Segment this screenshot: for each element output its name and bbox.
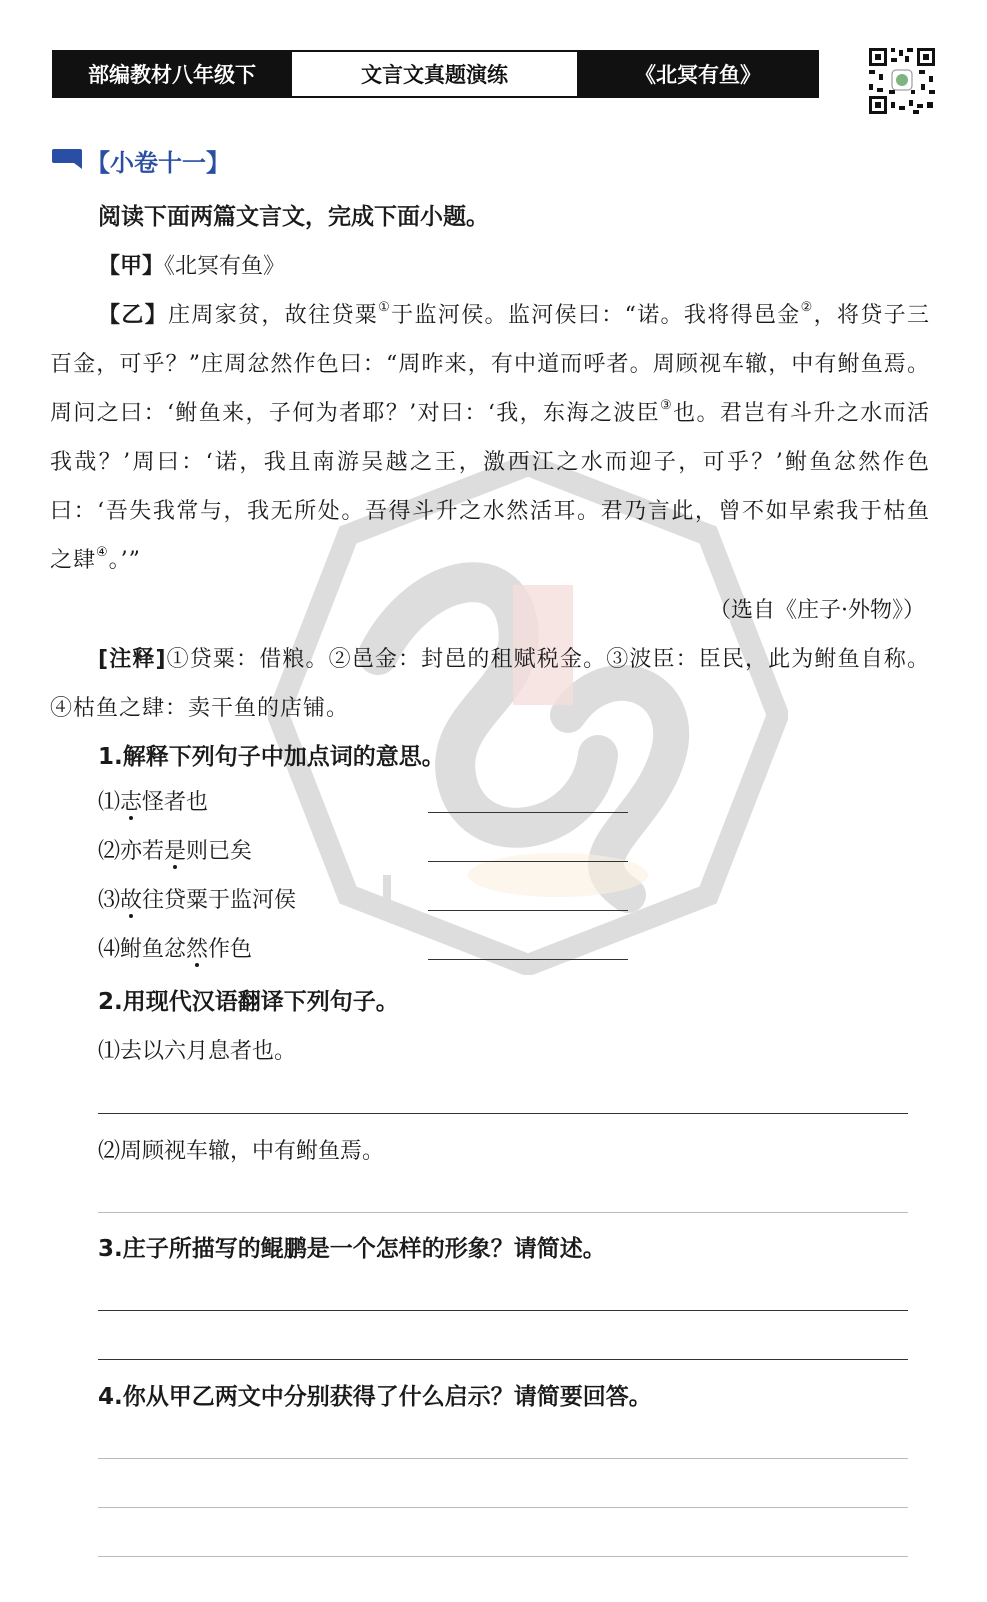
annotations bbox=[50, 635, 930, 733]
passage-b bbox=[50, 291, 930, 585]
answer-line[interactable] bbox=[98, 1556, 908, 1557]
answer-line[interactable] bbox=[98, 1458, 908, 1459]
question-1-item: ⑵亦若是则已矣 bbox=[98, 839, 253, 864]
passage-b-source: （选自《庄子·外物》） bbox=[709, 598, 925, 623]
annotations-label: [注释] bbox=[98, 647, 167, 672]
footnote-mark: ④ bbox=[96, 544, 109, 560]
header-lesson-title: 《北冥有鱼》 bbox=[579, 52, 817, 96]
question-1-item: ⑶故往贷粟于监河侯 bbox=[98, 888, 297, 913]
answer-blank[interactable] bbox=[428, 861, 628, 862]
dotted-word: 然 bbox=[186, 937, 209, 962]
passage-b-text: 庄周家贫，故往贷粟 bbox=[168, 303, 379, 328]
question-1-title: 1.解释下列句子中加点词的意思。 bbox=[98, 744, 445, 770]
instruction: 阅读下面两篇文言文，完成下面小题。 bbox=[98, 204, 489, 230]
passage-b-text: 于监河侯。监河侯曰：“诺。我将得邑金 bbox=[391, 303, 801, 328]
header-subject: 文言文真题演练 bbox=[290, 52, 579, 96]
header-grade: 部编教材八年级下 bbox=[54, 52, 290, 96]
passage-b-text: ，将贷子三百金，可乎？”庄周忿然作色曰：“周昨来，有中道而呼者。周顾视车辙，中有鲋鱼焉。周问之曰：‘鲋鱼来，子何为者耶？’对曰：‘我，东海之波臣 bbox=[50, 303, 930, 426]
passage-a-tag: 【甲】 bbox=[98, 254, 165, 279]
footnote-mark: ① bbox=[378, 299, 392, 315]
question-4-title: 4.你从甲乙两文中分别获得了什么启示？请简要回答。 bbox=[98, 1384, 652, 1410]
dotted-word: 志 bbox=[120, 790, 143, 815]
section-title bbox=[52, 143, 230, 178]
bookmark-icon bbox=[52, 149, 82, 173]
dotted-word: 是 bbox=[164, 839, 187, 864]
answer-blank[interactable] bbox=[428, 910, 628, 911]
question-2-title: 2.用现代汉语翻译下列句子。 bbox=[98, 989, 399, 1015]
answer-blank[interactable] bbox=[428, 959, 628, 960]
question-1-item: ⑴志怪者也 bbox=[98, 790, 209, 815]
answer-line[interactable] bbox=[98, 1359, 908, 1360]
question-1-item: ⑷鲋鱼忿然作色 bbox=[98, 937, 253, 962]
footnote-mark: ② bbox=[800, 299, 814, 315]
passage-b-text: 。’” bbox=[108, 548, 141, 573]
passage-a bbox=[98, 242, 285, 291]
dotted-word: 故 bbox=[120, 888, 143, 913]
question-2-item: ⑵周顾视车辙，中有鲋鱼焉。 bbox=[98, 1139, 385, 1164]
answer-line[interactable] bbox=[98, 1212, 908, 1213]
answer-blank[interactable] bbox=[428, 812, 628, 813]
question-3-title: 3.庄子所描写的鲲鹏是一个怎样的形象？请简述。 bbox=[98, 1236, 606, 1262]
section-label: 【小卷十一】 bbox=[86, 149, 230, 177]
passage-b-text: 也。君岂有斗升之水而活我哉？’周曰：‘诺，我且南游吴越之王，激西江之水而迎子，可乎？’鲋鱼忿然作色曰：‘吾失我常与，我无所处。吾得斗升之水然活耳。君乃言此，曾不如早索我于枯鱼之肆 bbox=[50, 401, 930, 573]
header-bar bbox=[52, 50, 819, 98]
footnote-mark: ③ bbox=[660, 397, 674, 413]
answer-line[interactable] bbox=[98, 1310, 908, 1311]
question-2-item: ⑴去以六月息者也。 bbox=[98, 1039, 297, 1064]
annotations-text: ①贷粟：借粮。②邑金：封邑的租赋税金。③波臣：臣民，此为鲋鱼自称。④枯鱼之肆：卖干鱼的店铺。 bbox=[50, 647, 930, 721]
answer-line[interactable] bbox=[98, 1507, 908, 1508]
answer-line[interactable] bbox=[98, 1113, 908, 1114]
passage-b-tag: 【乙】 bbox=[98, 303, 169, 328]
passage-a-title: 《北冥有鱼》 bbox=[164, 254, 286, 279]
qr-code-icon bbox=[867, 46, 937, 116]
